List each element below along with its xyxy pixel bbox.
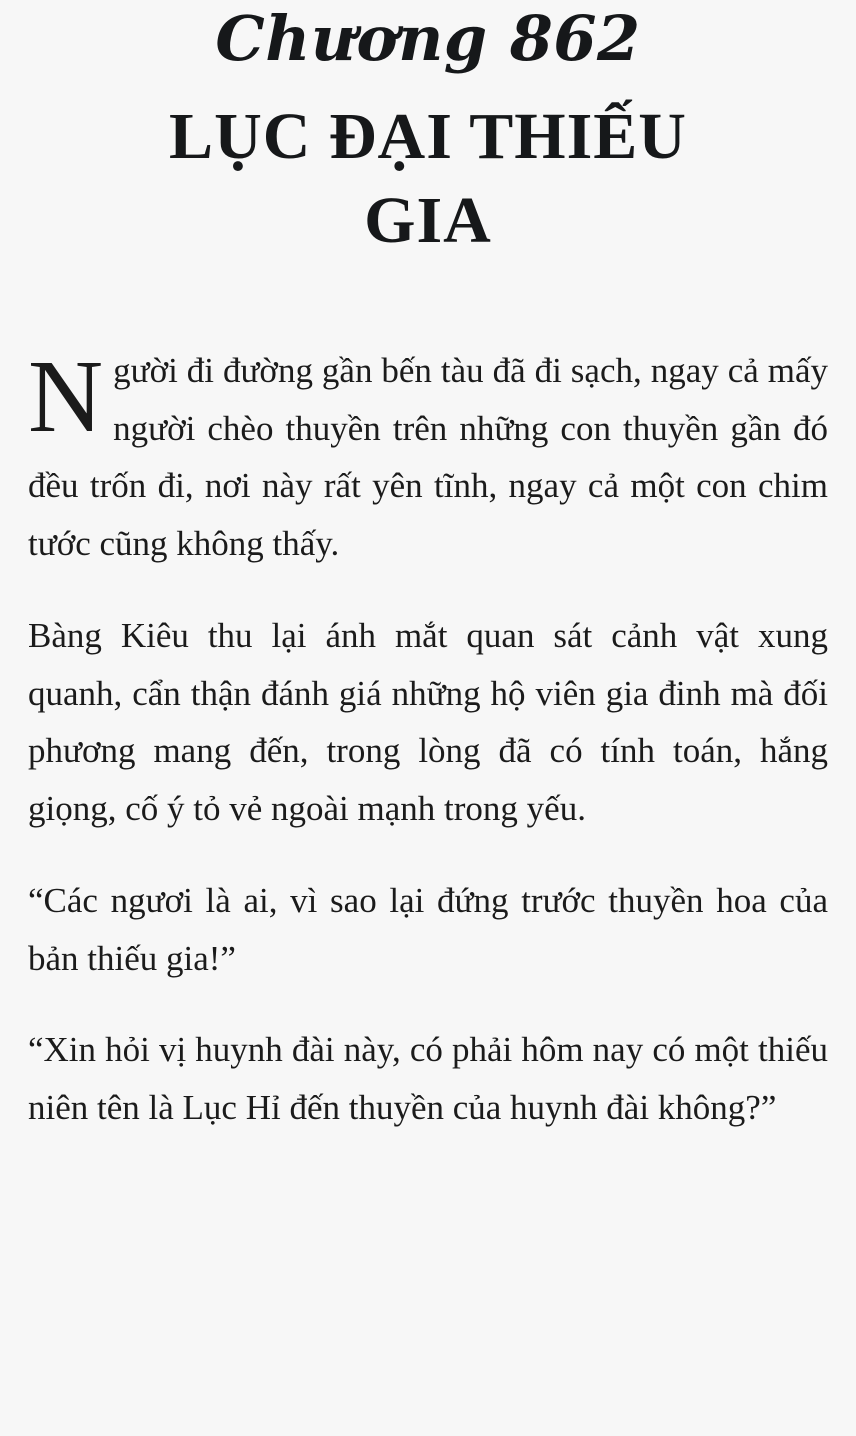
paragraph: “Các ngươi là ai, vì sao lại đứng trước thuyền hoa của bản thiếu gia!” [28, 880, 828, 978]
chapter-body [28, 338, 828, 1137]
chapter-number: Chương 862 [215, 2, 641, 75]
page-title: LỤC ĐẠI THIẾU GIA [169, 99, 687, 258]
paragraph: Bàng Kiêu thu lại ánh mắt quan sát cảnh vật xung quanh, cẩn thận đánh giá những hộ viên gia đinh mà đối phương mang đến, trong lòng đã có tính toán, hắng giọng, cố ý tỏ vẻ ngoài mạnh trong yếu. [28, 615, 828, 829]
paragraph: Người đi đường gần bến tàu đã đi sạch, ngay cả mấy người chèo thuyền trên những con thuyền gần đó đều trốn đi, nơi này rất yên tĩnh, ngay cả một con chim tước cũng không thấy. [28, 338, 828, 564]
paragraph: “Xin hỏi vị huynh đài này, có phải hôm nay có một thiếu niên tên là Lục Hỉ đến thuyền của huynh đài không?” [28, 1030, 828, 1128]
